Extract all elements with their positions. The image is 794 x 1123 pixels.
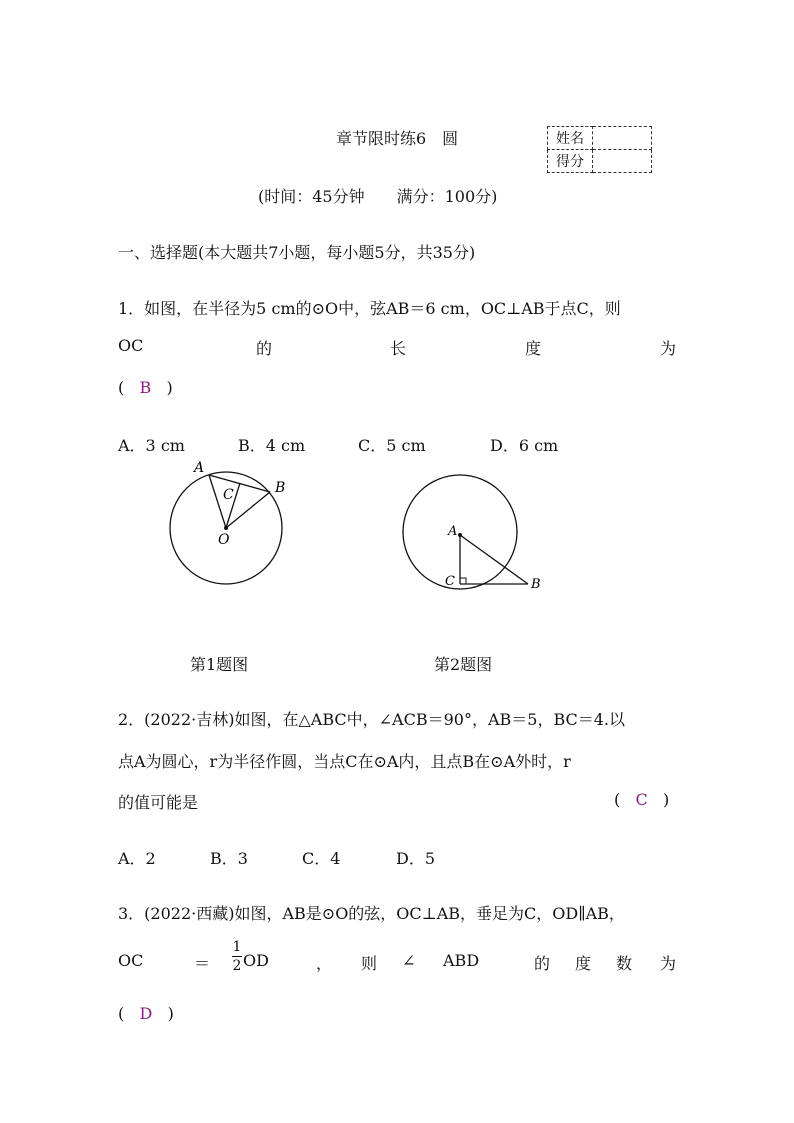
q2-option-b: B．3 (210, 849, 248, 868)
q3-fraction (232, 938, 242, 975)
fig1-label-c: C (223, 487, 234, 503)
q1-answer-bracket: ( B ) (118, 378, 173, 397)
score-field[interactable] (593, 150, 652, 173)
q2-option-c: C．4 (302, 849, 341, 868)
q3-word: ， (316, 954, 333, 973)
name-score-box (547, 126, 652, 173)
q1-option-b: B．4 cm (238, 436, 306, 455)
q3-od: OD (243, 951, 269, 970)
q2-line2: 点A为圆心，r为半径作圆，当点C在⊙A内，且点B在⊙A外时，r (118, 752, 571, 771)
q2-line1: 2．(2022·吉林)如图，在△ABC中，∠ACB＝90°，AB＝5，BC＝4.以 (118, 710, 626, 729)
q3-word: 度 (575, 954, 592, 973)
q1-word: 长 (390, 339, 407, 358)
score-label: 得分 (548, 150, 593, 173)
q3-word: ABD (443, 951, 480, 970)
figure-2-circle-triangle (403, 475, 541, 592)
fig1-label-o: O (218, 532, 230, 548)
q2-answer: C (635, 790, 648, 809)
q2-line3: 的值可能是 (118, 793, 199, 812)
section-heading: 一、选择题(本大题共7小题，每小题5分，共35分) (118, 243, 476, 262)
fig1-label-a: A (194, 460, 205, 476)
q3-word: ∠ (402, 951, 416, 970)
fraction-numerator: 1 (232, 939, 242, 955)
fig1-label-b: B (275, 480, 286, 496)
q1-answer: B (139, 378, 152, 397)
q3-word: 的 (534, 954, 551, 973)
q1-line1: 1．如图，在半径为5 cm的⊙O中，弦AB＝6 cm，OC⊥AB于点C，则 (118, 299, 621, 318)
q1-option-d: D．6 cm (490, 436, 559, 455)
figure-1-circle-chord (170, 460, 285, 584)
q1-word: OC (118, 336, 144, 355)
fig2-label-a: A (448, 524, 458, 539)
q2-option-d: D．5 (396, 849, 436, 868)
fig2-label-c: C (445, 574, 455, 589)
q1-option-a: A．3 cm (118, 436, 185, 455)
subtitle: (时间：45分钟 满分：100分) (258, 187, 498, 206)
q3-word: 为 (660, 954, 677, 973)
q3-answer: D (139, 1004, 153, 1023)
q3-word: 数 (616, 954, 633, 973)
q3-line1: 3．(2022·西藏)如图，AB是⊙O的弦，OC⊥AB，垂足为C，OD∥AB， (118, 904, 625, 923)
q2-option-a: A．2 (118, 849, 156, 868)
q3-word: 则 (361, 954, 378, 973)
fig2-caption: 第2题图 (434, 655, 493, 674)
fig1-caption: 第1题图 (190, 655, 249, 674)
q1-word: 度 (525, 339, 542, 358)
fig2-label-b: B (531, 577, 541, 592)
name-label: 姓名 (548, 127, 593, 150)
q3-equals: ＝ (194, 954, 211, 973)
q2-answer-bracket: ( C ) (614, 790, 670, 809)
fraction-denominator: 2 (232, 958, 242, 974)
q3-oc: OC (118, 951, 144, 970)
page-title: 章节限时练6 圆 (336, 129, 459, 148)
name-field[interactable] (593, 127, 652, 150)
q1-word: 为 (660, 339, 677, 358)
q1-word: 的 (256, 339, 273, 358)
q1-option-c: C．5 cm (358, 436, 426, 455)
q3-answer-bracket: ( D ) (118, 1004, 174, 1023)
figures (150, 455, 570, 605)
